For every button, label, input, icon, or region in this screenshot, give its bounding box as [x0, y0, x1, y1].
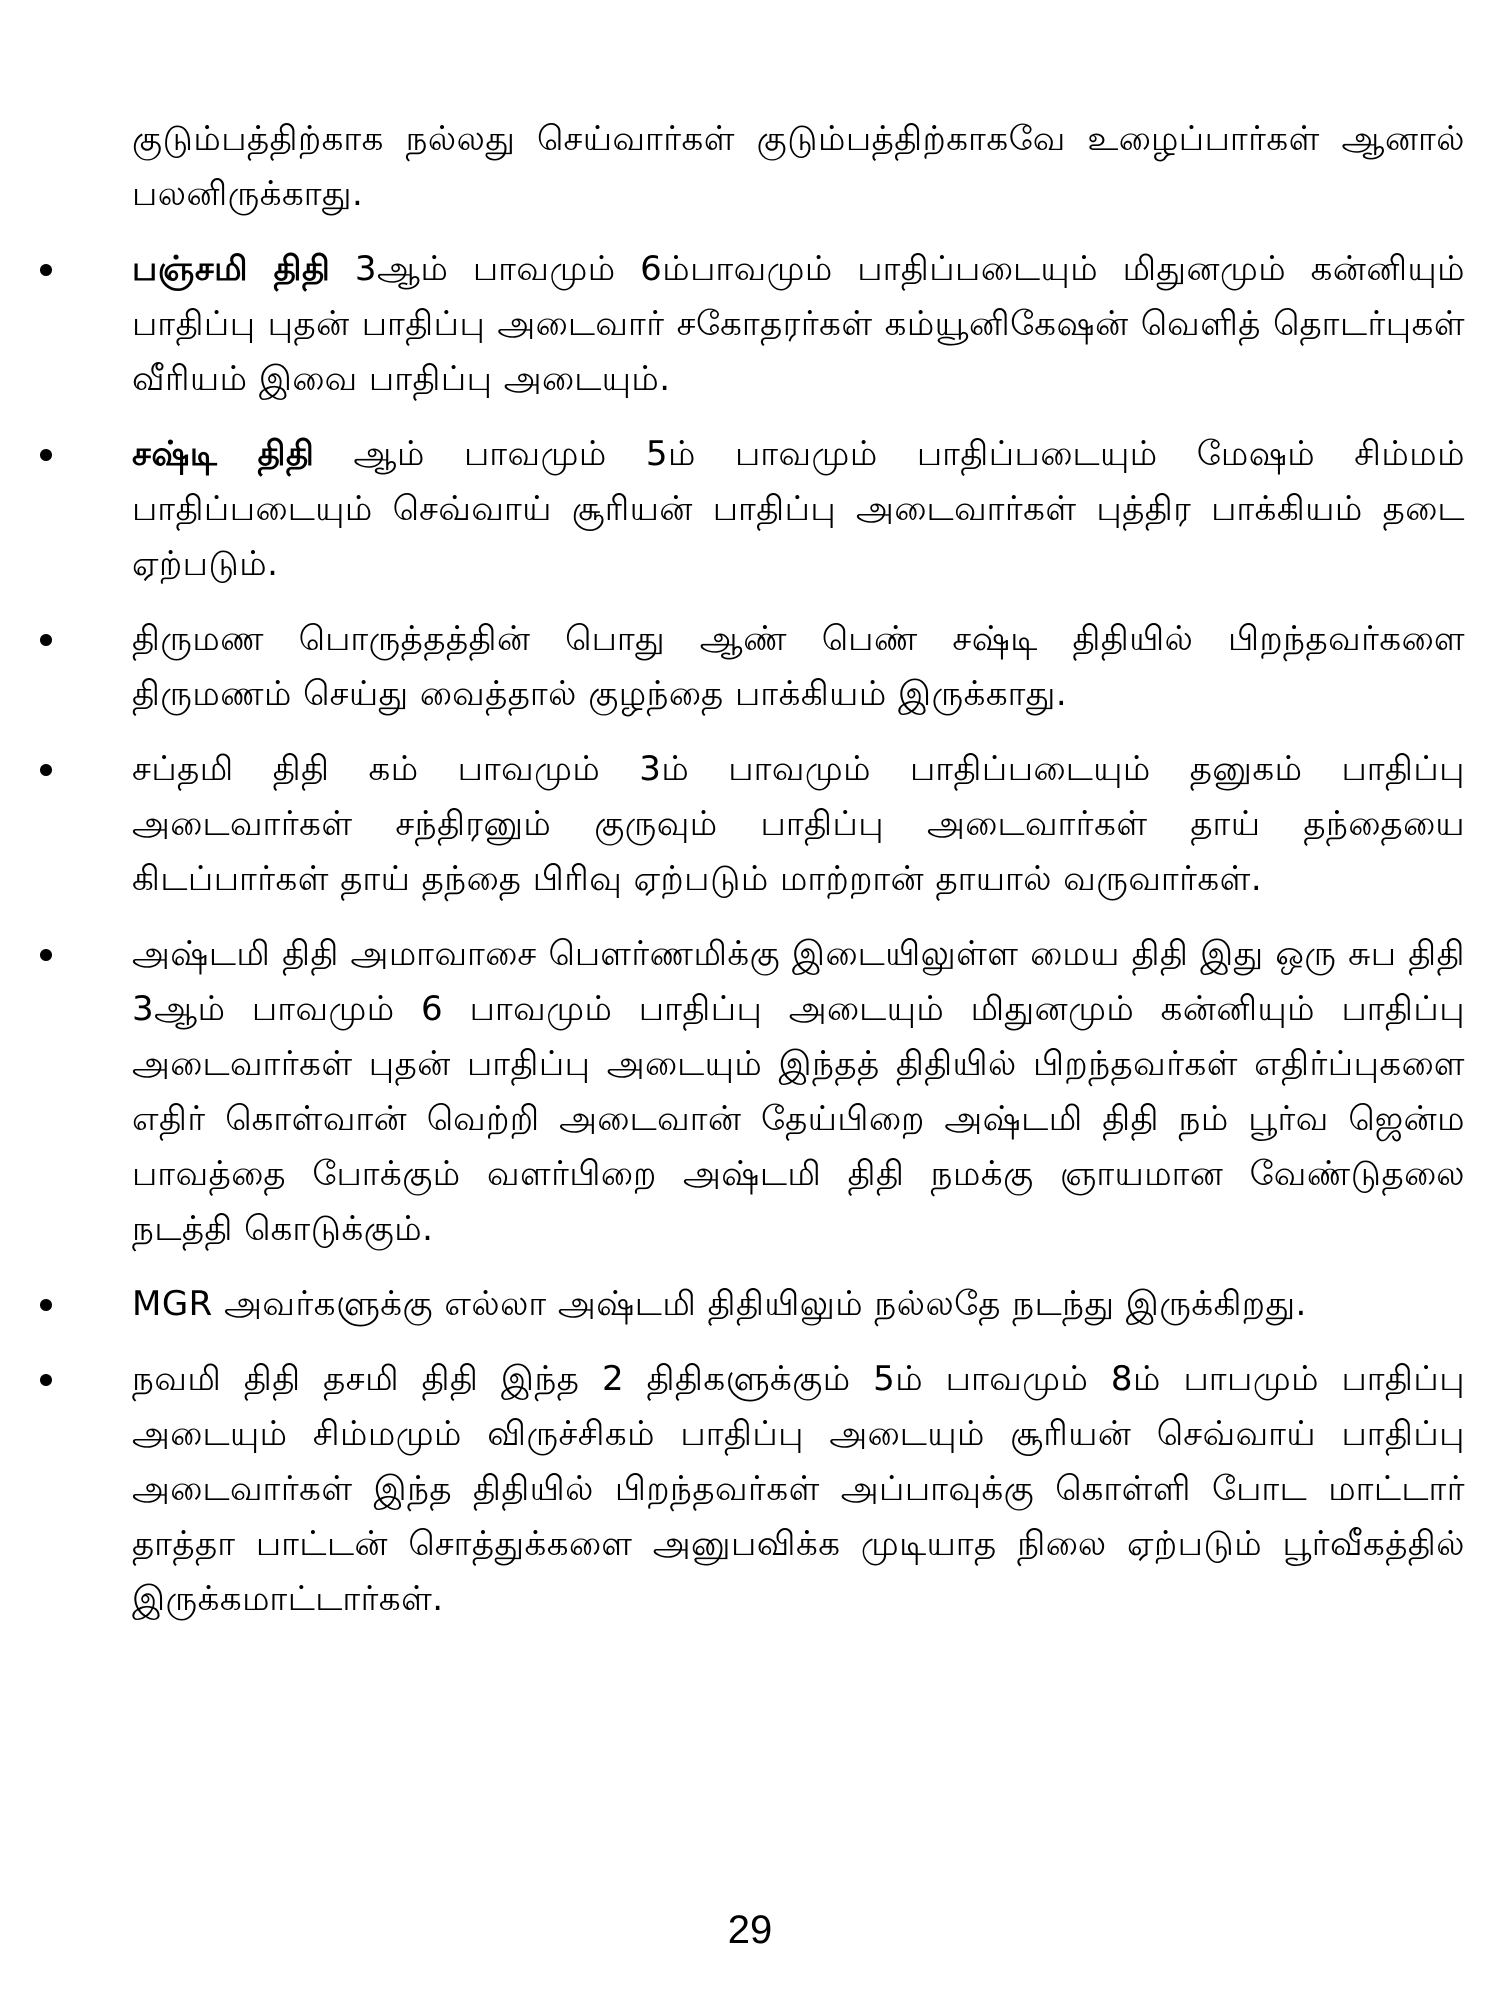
bullet-text: ஆம் பாவமும் 5ம் பாவமும் பாதிப்படையும் மேஷம் சிம்மம் பாதிப்படையும் செவ்வாய் சூரியன் பாதிப்பு அடைவார்கள் புத்திர பாக்கியம் தடை ஏற்படும். — [132, 434, 1465, 584]
bullet-text: திருமண பொருத்தத்தின் பொது ஆண் பெண் சஷ்டி திதியில் பிறந்தவர்களை திருமணம் செய்து வைத்தால் குழந்தை பாக்கியம் இருக்காது. — [132, 619, 1465, 714]
bullet-item-panchami — [120, 242, 1465, 407]
bullet-text: நவமி திதி தசமி திதி இந்த 2 திதிகளுக்கும் 5ம் பாவமும் 8ம் பாபமும் பாதிப்பு அடையும் சிம்மமும் விருச்சிகம் பாதிப்பு அடையும் சூரியன் செவ்வாய் பாதிப்பு அடைவார்கள் இந்த திதியில் பிறந்தவர்கள் அப்பாவுக்கு கொள்ளி போட மாட்டார் தாத்தா பாட்டன் சொத்துக்களை அனுபவிக்க முடியாத நிலை ஏற்படும் பூர்வீகத்தில் இருக்கமாட்டார்கள். — [132, 1359, 1465, 1619]
bullet-dot-icon — [40, 1374, 52, 1386]
bullet-dot-icon — [40, 1299, 52, 1311]
bullet-dot-icon — [40, 634, 52, 646]
bullet-heading: சஷ்டி திதி — [132, 434, 315, 474]
bullet-heading: பஞ்சமி திதி — [132, 249, 331, 289]
bullet-item-saptami — [120, 742, 1465, 907]
bullet-dot-icon — [40, 449, 52, 461]
bullet-text: சப்தமி திதி கம் பாவமும் 3ம் பாவமும் பாதிப்படையும் தனுகம் பாதிப்பு அடைவார்கள் சந்திரனும் குருவும் பாதிப்பு அடைவார்கள் தாய் தந்தையை கிடப்பார்கள் தாய் தந்தை பிரிவு ஏற்படும் மாற்றான் தாயால் வருவார்கள். — [132, 749, 1465, 899]
page-body — [120, 112, 1465, 1627]
bullet-dot-icon — [40, 264, 52, 276]
page-number: 29 — [727, 1908, 773, 1952]
bullet-list — [120, 242, 1465, 1627]
bullet-item-ashtami — [120, 927, 1465, 1257]
intro-paragraph: குடும்பத்திற்காக நல்லது செய்வார்கள் குடும்பத்திற்காகவே உழைப்பார்கள் ஆனால் பலனிருக்காது. — [132, 119, 1465, 214]
bullet-dot-icon — [40, 764, 52, 776]
bullet-dot-icon — [40, 949, 52, 961]
bullet-item-marriage — [120, 612, 1465, 722]
bullet-text: MGR அவர்களுக்கு எல்லா அஷ்டமி திதியிலும் நல்லதே நடந்து இருக்கிறது. — [132, 1284, 1307, 1324]
bullet-item-sashti — [120, 427, 1465, 592]
bullet-item-mgr — [120, 1277, 1465, 1332]
bullet-text: அஷ்டமி திதி அமாவாசை பௌர்ணமிக்கு இடையிலுள்ள மைய திதி இது ஒரு சுப திதி 3ஆம் பாவமும் 6 பாவமும் பாதிப்பு அடையும் மிதுனமும் கன்னியும் பாதிப்பு அடைவார்கள் புதன் பாதிப்பு அடையும் இந்தத் திதியில் பிறந்தவர்கள் எதிர்ப்புகளை எதிர் கொள்வான் வெற்றி அடைவான் தேய்பிறை அஷ்டமி திதி நம் பூர்வ ஜென்ம பாவத்தை போக்கும் வளர்பிறை அஷ்டமி திதி நமக்கு ஞாயமான வேண்டுதலை நடத்தி கொடுக்கும். — [132, 934, 1465, 1249]
bullet-text: 3ஆம் பாவமும் 6ம்பாவமும் பாதிப்படையும் மிதுனமும் கன்னியும் பாதிப்பு புதன் பாதிப்பு அடைவார் சகோதரர்கள் கம்யூனிகேஷன் வெளித் தொடர்புகள் வீரியம் இவை பாதிப்பு அடையும். — [132, 249, 1466, 399]
bullet-item-navami-dasami — [120, 1352, 1465, 1627]
